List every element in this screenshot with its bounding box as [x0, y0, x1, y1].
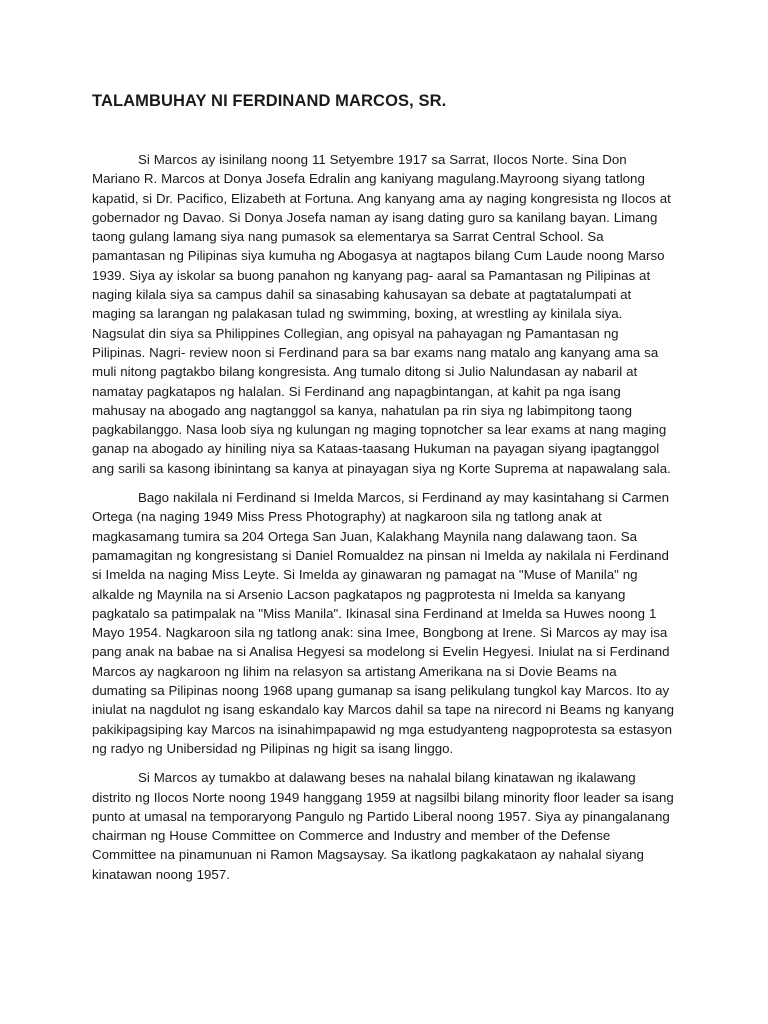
- paragraph-family-life: Bago nakilala ni Ferdinand si Imelda Marcos, si Ferdinand ay may kasintahang si Carmen Ortega (na naging 1949 Miss Press Photography) at nagkaroon sila ng tatlong anak at magkasamang tumira sa 204 Ortega San Juan, Kalakhang Maynila nang dalawang taon. Sa pamamagitan ng kongresistang si Daniel Romualdez na pinsan ni Imelda ay nakilala ni Ferdinand si Imelda na naging Miss Leyte. Si Imelda ay ginawaran ng pamagat na "Muse of Manila" ng alkalde ng Maynila na si Arsenio Lacson pagkatapos ng pagprotesta ni Imelda sa kanyang pagkatalo sa patimpalak na "Miss Manila". Ikinasal sina Ferdinand at Imelda sa Huwes noong 1 Mayo 1954. Nagkaroon sila ng tatlong anak: sina Imee, Bongbong at Irene. Si Marcos ay may isa pang anak na babae na si Analisa Hegyesi sa modelong si Evelin Hegyesi. Iniulat na si Ferdinand Marcos ay nagkaroon ng lihim na relasyon sa artistang Amerikana na si Dovie Beams na dumating sa Pilipinas noong 1968 upang gumanap sa isang pelikulang tungkol kay Marcos. Ito ay iniulat na nagdulot ng isang eskandalo kay Marcos dahil sa tape na nirecord ni Beams ng kanyang pakikipagsiping kay Marcos na isinahimpapawid ng mga estudyanteng nagpoprotesta sa estasyon ng radyo ng Unibersidad ng Pilipinas ng higit sa isang linggo.: [92, 490, 674, 756]
- document-title: TALAMBUHAY NI FERDINAND MARCOS, SR.: [92, 92, 447, 110]
- paragraph-birth-education: Si Marcos ay isinilang noong 11 Setyembre 1917 sa Sarrat, Ilocos Norte. Sina Don Mariano R. Marcos at Donya Josefa Edralin ang kaniyang magulang.Mayroong siyang tatlong kapatid, si Dr. Pacifico, Elizabeth at Fortuna. Ang kanyang ama ay naging kongresista ng Ilocos at gobernador ng Davao. Si Donya Josefa naman ay isang dating guro sa kanilang bayan. Limang taong gulang lamang siya nang pumasok sa elementarya sa Sarrat Central School. Sa pamantasan ng Pilipinas siya kumuha ng Abogasya at nagtapos bilang Cum Laude noong Marso 1939. Siya ay iskolar sa buong panahon ng kanyang pag- aaral sa Pamantasan ng Pilipinas at naging kilala siya sa campus dahil sa sinasabing kahusayan sa debate at pagtatalumpati at maging sa larangan ng palakasan tulad ng swimming, boxing, at wrestling ay kinilala siya. Nagsulat din siya sa Philippines Collegian, ang opisyal na pahayagan ng Pamantasan ng Pilipinas. Nagri- review noon si Ferdinand para sa bar exams nang matalo ang kanyang ama sa muli nitong pagtakbo bilang kongresista. Ang tumalo ditong si Julio Nalundasan ay nabaril at namatay pagkatapos ng halalan. Si Ferdinand ang napagbintangan, at kahit pa nga isang mahusay na abogado ang nagtanggol sa kanya, nahatulan pa rin siya ng labimpitong taong pagkabilanggo. Nasa loob siya ng kulungan ng maging topnotcher sa lear exams at nang maging ganap na abogado ay hiniling niya sa Kataas-taasang Hukuman na payagan siyang ipagtanggol ang sarili sa kasong ibinintang sa kanya at pinayagan siya ng Korte Suprema at napawalang sala.: [92, 152, 671, 476]
- document-page: [92, 90, 674, 894]
- paragraph-political-career: Si Marcos ay tumakbo at dalawang beses na nahalal bilang kinatawan ng ikalawang distrito ng Ilocos Norte noong 1949 hanggang 1959 at nagsilbi bilang minority floor leader sa isang punto at umasal na temporaryong Pangulo ng Partido Liberal noong 1957. Siya ay pinangalanang chairman ng House Committee on Commerce and Industry and member of the Defense Committee na pinamunuan ni Ramon Magsaysay. Sa ikatlong pagkakataon ay nahalal siyang kinatawan noong 1957.: [92, 770, 674, 882]
- document-body: [92, 150, 674, 884]
